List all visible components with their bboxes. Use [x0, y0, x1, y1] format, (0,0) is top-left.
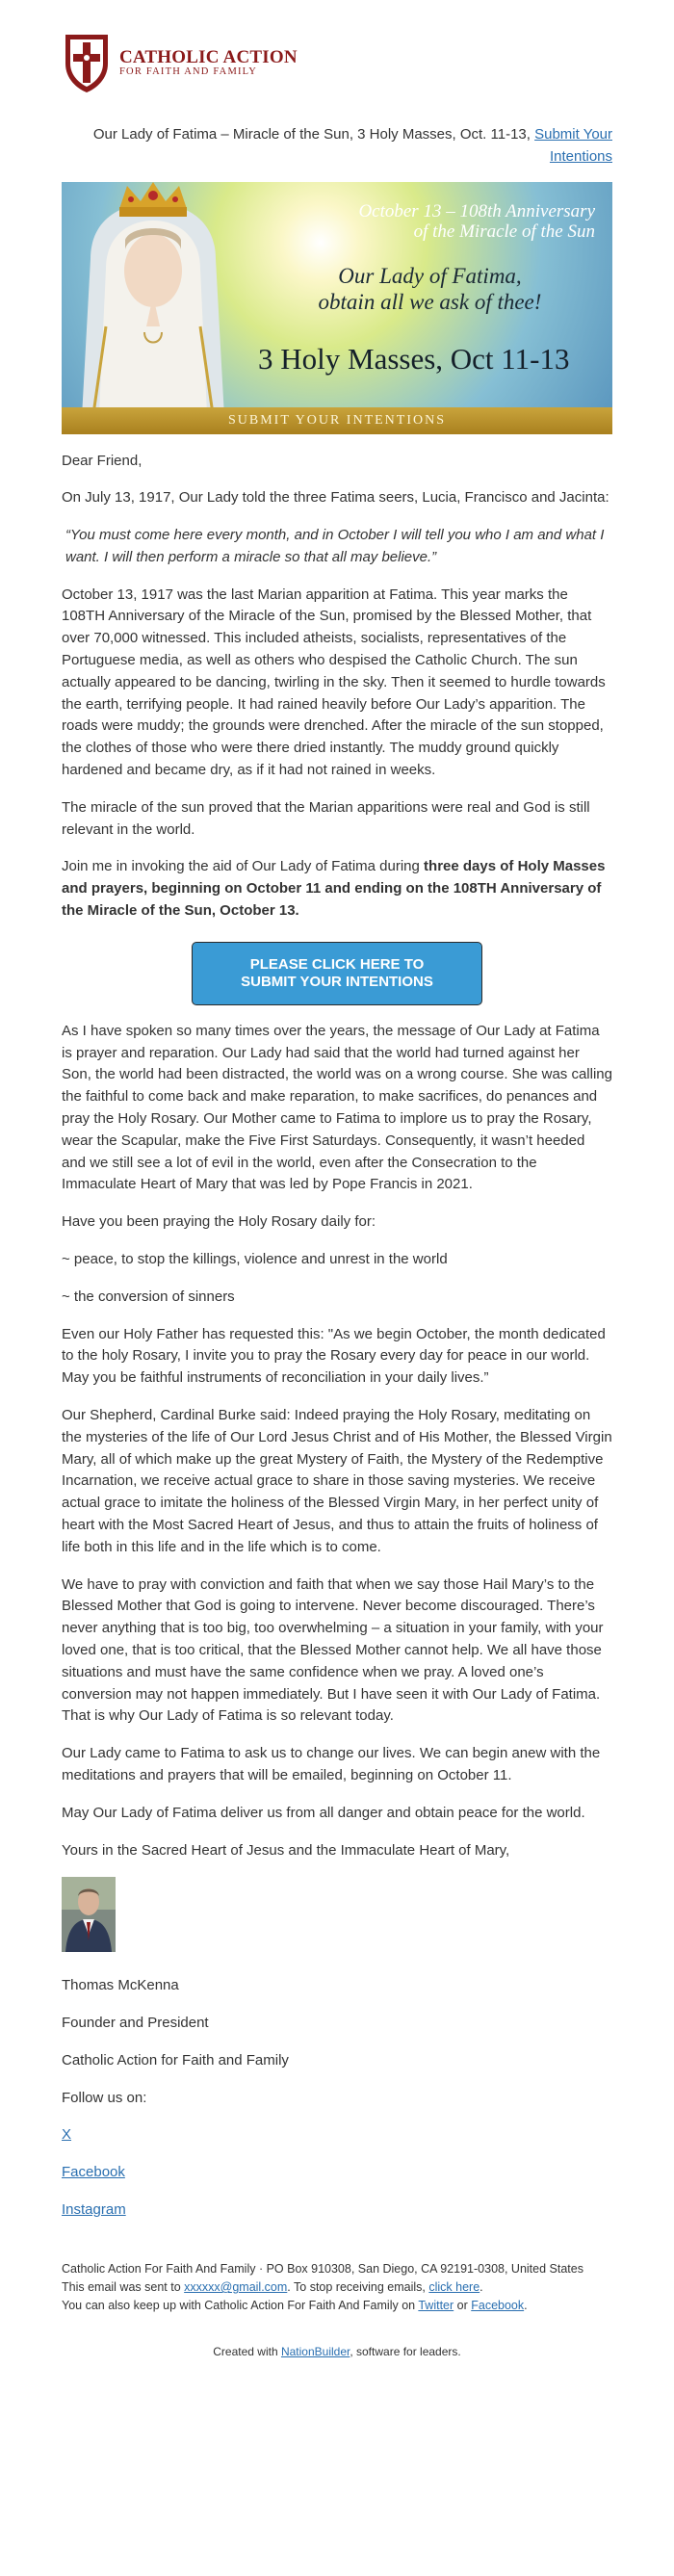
submit-intentions-button[interactable] — [192, 942, 482, 1005]
footer-keep-up-text: You can also keep up with Catholic Action For Faith And Family on — [62, 2299, 419, 2313]
paragraph: We have to pray with conviction and faith that when we say those Hail Mary’s to the Blessed Mother that God is going to intervene. Never become discouraged. There’s never anything that is too big, too overwhelming – a situation in your family, with your loved one, that is too critical, that the Blessed Mother cannot help. We all have those situations and must have the same confidence when we pray. A loved one’s conversion may not happen immediately. But I have seen it with Our Lady of Fatima. That is why Our Lady of Fatima is so relevant today. — [62, 1575, 604, 1725]
created-with-suffix: , software for leaders. — [350, 2344, 461, 2358]
paragraph: As I have spoken so many times over the years, the message of Our Lady at Fatima is prayer and reparation. Our Lady had said that the world had turned against her Son, the world had been distracted, the world was on a wrong course. She was calling the faithful to come back and make reparation, to make sacrifices, do penances and pray the Holy Rosary. Our Mother came to Fatima to implore us to pray the Rosary, wear the Scapular, make the Five First Saturdays. Consequently, it wasn’t heeded and we still see a lot of evil in the world, even after the Consecration to the Immaculate Heart of Mary that was led by Pope Francis in 2021. — [62, 1022, 612, 1193]
footer-keep-up-line — [62, 2297, 612, 2315]
invocation-text: Join me in invoking the aid of Our Lady of Fatima during — [62, 858, 425, 875]
cta-container — [62, 942, 612, 1005]
paragraph: The miracle of the sun proved that the Marian apparitions were real and God is still relevant in the world. — [62, 798, 590, 838]
facebook-link[interactable]: Facebook — [62, 2164, 125, 2181]
created-with-text: Created with — [213, 2344, 281, 2358]
banner-prayer-line1: Our Lady of Fatima, — [338, 263, 522, 288]
paragraph: ~ the conversion of sinners — [62, 1288, 235, 1305]
created-with-line — [62, 2343, 612, 2380]
closing: Yours in the Sacred Heart of Jesus and the Immaculate Heart of Mary, — [62, 1841, 510, 1859]
paragraph: Our Shepherd, Cardinal Burke said: Indeed praying the Holy Rosary, meditating on the mysteries of the life of Our Lord Jesus Christ and of His Mother, the Blessed Virgin Mary, all of which make up the great Mystery of Faith, the Mystery of the Redemptive Incarnation, we receive actual grace to share in those saving mysteries. We receive actual grace to imitate the holiness of the Blessed Virgin Mary, in her perfect unity of heart with the Most Sacred Heart of Jesus, and thus to attain the fruits of holiness of life both in this life and in the life which is to come. — [62, 1407, 612, 1555]
brand-tagline: FOR FAITH AND FAMILY — [119, 66, 258, 78]
fatima-quote: “You must come here every month, and in October I will tell you who I am and what I want. I will then perform a miracle so that all may believe.” — [65, 527, 605, 565]
paragraph: On July 13, 1917, Our Lady told the three Fatima seers, Lucia, Francisco and Jacinta: — [62, 489, 609, 507]
paragraph: Even our Holy Father has requested this: "As we begin October, the month dedicated to the holy Rosary, I invite you to pray the Rosary every day for peace in our world. May you be faithful instruments of reconciliation in your daily lives.” — [62, 1325, 606, 1387]
x-link[interactable]: X — [62, 2126, 72, 2144]
social-label: Follow us on: — [62, 2089, 147, 2106]
signature-title: Founder and President — [62, 2014, 209, 2031]
paragraph: May Our Lady of Fatima deliver us from all danger and obtain peace for the world. — [62, 1804, 585, 1821]
paragraph: Our Lady came to Fatima to ask us to change our lives. We can begin anew with the meditations and prayers that will be emailed, beginning on October 11. — [62, 1745, 601, 1783]
paragraph: ~ peace, to stop the killings, violence and unrest in the world — [62, 1251, 448, 1268]
banner-line2: of the Miracle of the Sun — [413, 221, 595, 243]
headline — [62, 123, 612, 169]
footer-sent-prefix: This email was sent to — [62, 2280, 185, 2295]
shield-cross-icon — [62, 31, 112, 94]
brand-name: CATHOLIC ACTION — [119, 46, 298, 67]
signature-org: Catholic Action for Faith and Family — [62, 2051, 289, 2069]
banner-prayer-line2: obtain all we ask of thee! — [318, 290, 542, 315]
hero-banner[interactable] — [62, 182, 612, 434]
nationbuilder-link[interactable]: NationBuilder — [280, 2344, 350, 2358]
footer-address: Catholic Action For Faith And Family · PO Box 910308, San Diego, CA 92191-0308, United States — [62, 2261, 583, 2276]
recipient-email-link[interactable]: xxxxxx@gmail.com — [184, 2280, 288, 2295]
footer-sent-line — [62, 2278, 612, 2297]
headline-text: Our Lady of Fatima – Miracle of the Sun, 3 Holy Masses, Oct. 11-13, — [92, 126, 535, 143]
footer-or: or — [454, 2299, 472, 2313]
footer-stop-text: . To stop receiving emails, — [287, 2280, 429, 2295]
footer-twitter-link[interactable]: Twitter — [418, 2299, 454, 2313]
banner-masses: 3 Holy Masses, Oct 11-13 — [258, 341, 570, 376]
submit-intentions-link[interactable]: Submit Your Intentions — [534, 126, 612, 166]
invocation-bold: three days of Holy Masses and prayers, beginning on October 11 and ending on the 108TH Anniversary of the Miracle of the Sun, October 13. — [62, 858, 606, 920]
cta-line2: SUBMIT YOUR INTENTIONS — [241, 973, 433, 990]
our-lady-statue-image — [62, 182, 254, 434]
banner-line1: October 13 – 108th Anniversary — [358, 200, 595, 221]
author-photo — [62, 1877, 116, 1952]
brand-logo[interactable] — [62, 0, 612, 96]
banner-submit-bar[interactable]: SUBMIT YOUR INTENTIONS — [62, 407, 612, 434]
unsubscribe-link[interactable]: click here — [428, 2280, 480, 2295]
email-footer — [62, 2260, 612, 2316]
footer-period: . — [480, 2280, 483, 2295]
banner-anniversary — [358, 201, 595, 244]
footer-facebook-link[interactable]: Facebook — [471, 2299, 525, 2313]
footer-end: . — [524, 2299, 528, 2313]
paragraph — [62, 856, 612, 922]
greeting: Dear Friend, — [62, 452, 143, 469]
paragraph: Have you been praying the Holy Rosary daily for: — [62, 1213, 376, 1231]
paragraph: October 13, 1917 was the last Marian apparition at Fatima. This year marks the 108TH Anniversary of the Miracle of the Sun, promised by the Blessed Mother, that over 70,000 witnessed. This included atheists, socialists, representatives of the Portuguese media, as well as others who despised the Catholic Church. The sun actually appeared to be dancing, twirling in the sky. Then it seemed to hurdle towards the earth, terrifying people. It had rained heavily before Our Lady’s apparition. The roads were muddy; the grounds were drenched. After the miracle of the sun stopped, the clothes of those who were there dried instantly. The muddy ground quickly hardened and became dry, as if it had not rained in weeks. — [62, 585, 606, 779]
cta-line1: PLEASE CLICK HERE TO — [249, 955, 425, 973]
instagram-link[interactable]: Instagram — [62, 2200, 126, 2218]
banner-prayer — [317, 263, 543, 316]
signature-name: Thomas McKenna — [62, 1977, 179, 1994]
